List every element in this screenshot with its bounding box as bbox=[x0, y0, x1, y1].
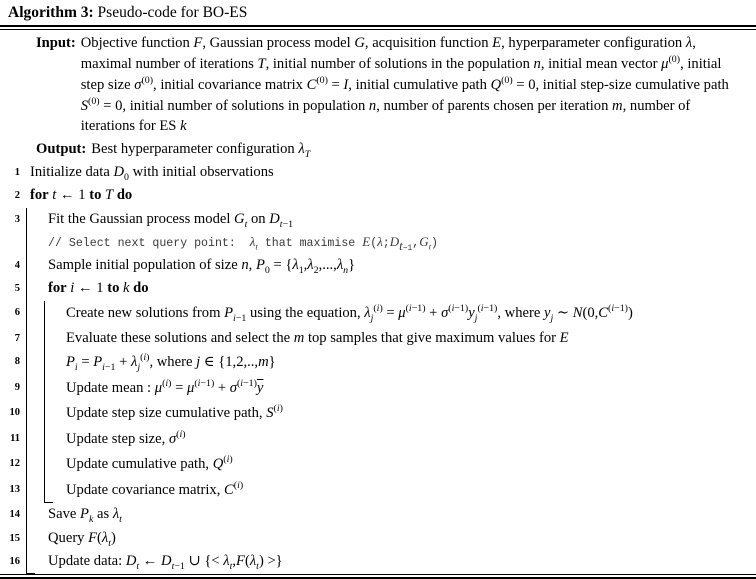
code-line bbox=[0, 254, 756, 278]
algorithm-title bbox=[0, 0, 756, 25]
input-label: Input: bbox=[36, 35, 76, 52]
loop-rule-outer bbox=[24, 277, 42, 301]
loop-rule-outer bbox=[24, 401, 42, 427]
code-line bbox=[0, 376, 756, 402]
output-label: Output: bbox=[36, 140, 87, 157]
loop-rule-outer bbox=[24, 350, 42, 376]
code-line-comment bbox=[0, 231, 756, 254]
input-row bbox=[0, 32, 750, 138]
input-text: Objective function F, Gaussian process model G, acquisition function E, hyperparameter configuration λ, maximal number of iterations T, initial number of solutions in the population n, initial mean vector $\mu^{(0)}$, initial step size $\sigma^{(0)}$, initial covariance matrix $C^{(0)} = I$, initial cumulative path $Q^{(0)} = 0$, initial step-size cumulative path $S^{(0)} = 0$, initial number of solutions in population n, number of parents chosen per iteration m, number of iterations for ES k bbox=[80, 35, 729, 135]
line-content: Save $P_k$ as $\lambda_t$ bbox=[48, 506, 122, 526]
pseudocode-lines bbox=[0, 161, 756, 574]
loop-rule-inner bbox=[42, 327, 60, 351]
loop-rule-inner bbox=[42, 452, 60, 478]
line-number: 6 bbox=[14, 306, 20, 318]
code-line bbox=[0, 327, 756, 351]
line-number: 10 bbox=[9, 407, 20, 419]
line-content: for t ← 1 to T do bbox=[30, 187, 133, 204]
line-number bbox=[0, 231, 24, 254]
loop-rule-inner bbox=[42, 301, 60, 327]
line-number: 16 bbox=[9, 556, 20, 568]
code-line bbox=[0, 478, 756, 504]
loop-rule-outer bbox=[24, 208, 42, 232]
code-line bbox=[0, 527, 756, 551]
line-number: 15 bbox=[9, 532, 20, 544]
bottom-rule bbox=[0, 574, 756, 579]
code-line bbox=[0, 161, 756, 185]
loop-rule-outer bbox=[24, 376, 42, 402]
line-content: for i ← 1 to k do bbox=[48, 280, 149, 297]
code-line bbox=[0, 301, 756, 327]
loop-rule-outer bbox=[24, 231, 42, 254]
line-content: Evaluate these solutions and select the m top samples that give maximum values for E bbox=[66, 329, 569, 346]
line-content: Create new solutions from $P_{i-1}$ using the equation, $\lambda_j^{(i)} = \mu^{(i-1)} + \sigma^{(i-1)}y_j^{(i-1)}$, where $y_j$ ∼ $N(0,C^{(i-1)})$ bbox=[66, 303, 633, 324]
code-line bbox=[0, 550, 756, 574]
loop-rule-inner bbox=[42, 427, 60, 453]
loop-rule-inner bbox=[42, 376, 60, 402]
line-content: Initialize data $D_0$ with initial observations bbox=[30, 163, 274, 183]
code-line bbox=[0, 184, 756, 208]
line-content: Update data: $D_t$ ← $D_{t-1}$ ∪ {< $\lambda_t,F(\lambda_t)$ >} bbox=[48, 553, 283, 573]
line-number: 3 bbox=[14, 213, 20, 225]
code-line bbox=[0, 503, 756, 527]
line-content: $P_i = P_{i-1} + \lambda_j^{(i)}$, where j ∈ {1,2,..,m} bbox=[66, 352, 276, 373]
code-line bbox=[0, 452, 756, 478]
line-number: 2 bbox=[14, 190, 20, 202]
loop-rule-outer bbox=[24, 452, 42, 478]
line-content: // Select next query point: $\lambda_t$ that maximise $E(\lambda;D_{t-1},G_t)$ bbox=[48, 234, 439, 253]
line-content: Update mean : $\mu^{(i)} = \mu^{(i-1)} + \sigma^{(i-1)}\overline{y}$ bbox=[66, 377, 264, 396]
line-number: 4 bbox=[14, 259, 20, 271]
line-content: Sample initial population of size n, $P_0 = \{\lambda_1,\lambda_2,...,\lambda_n\}$ bbox=[48, 256, 356, 276]
loop-rule-outer bbox=[24, 301, 42, 327]
line-number: 5 bbox=[14, 283, 20, 295]
loop-rule-inner bbox=[42, 401, 60, 427]
line-number: 13 bbox=[9, 483, 20, 495]
line-number: 14 bbox=[9, 509, 20, 521]
line-content: Update cumulative path, $Q^{(i)}$ bbox=[66, 454, 233, 473]
code-line bbox=[0, 208, 756, 232]
loop-rule-outer bbox=[24, 254, 42, 278]
code-line bbox=[0, 401, 756, 427]
output-text: Best hyperparameter configuration $\lambda_T$ bbox=[91, 140, 311, 160]
loop-rule-outer bbox=[24, 327, 42, 351]
code-line bbox=[0, 427, 756, 453]
line-number: 9 bbox=[14, 381, 20, 393]
line-content: Fit the Gaussian process model $G_t$ on $D_{t-1}$ bbox=[48, 210, 294, 230]
algorithm-caption: Pseudo-code for BO-ES bbox=[97, 4, 248, 21]
loop-rule-outer bbox=[24, 527, 42, 551]
line-number: 12 bbox=[9, 458, 20, 470]
line-number: 11 bbox=[10, 432, 20, 444]
output-row bbox=[0, 138, 750, 161]
loop-rule-outer-end bbox=[24, 550, 42, 574]
code-line bbox=[0, 277, 756, 301]
line-number: 1 bbox=[14, 166, 20, 178]
line-content: Update covariance matrix, $C^{(i)}$ bbox=[66, 479, 244, 498]
line-number: 8 bbox=[14, 356, 20, 368]
loop-rule-inner bbox=[42, 350, 60, 376]
code-line bbox=[0, 350, 756, 376]
line-number: 7 bbox=[14, 332, 20, 344]
loop-rule-outer bbox=[24, 427, 42, 453]
loop-rule-outer bbox=[24, 503, 42, 527]
line-content: Query $F(\lambda_t)$ bbox=[48, 529, 116, 549]
line-content: Update step size, $\sigma^{(i)}$ bbox=[66, 428, 186, 447]
io-block bbox=[0, 30, 756, 160]
line-content: Update step size cumulative path, $S^{(i)}$ bbox=[66, 403, 283, 422]
loop-rule-outer bbox=[24, 478, 42, 504]
loop-rule-inner-end bbox=[42, 478, 60, 504]
algorithm-label: Algorithm 3: bbox=[8, 4, 94, 21]
